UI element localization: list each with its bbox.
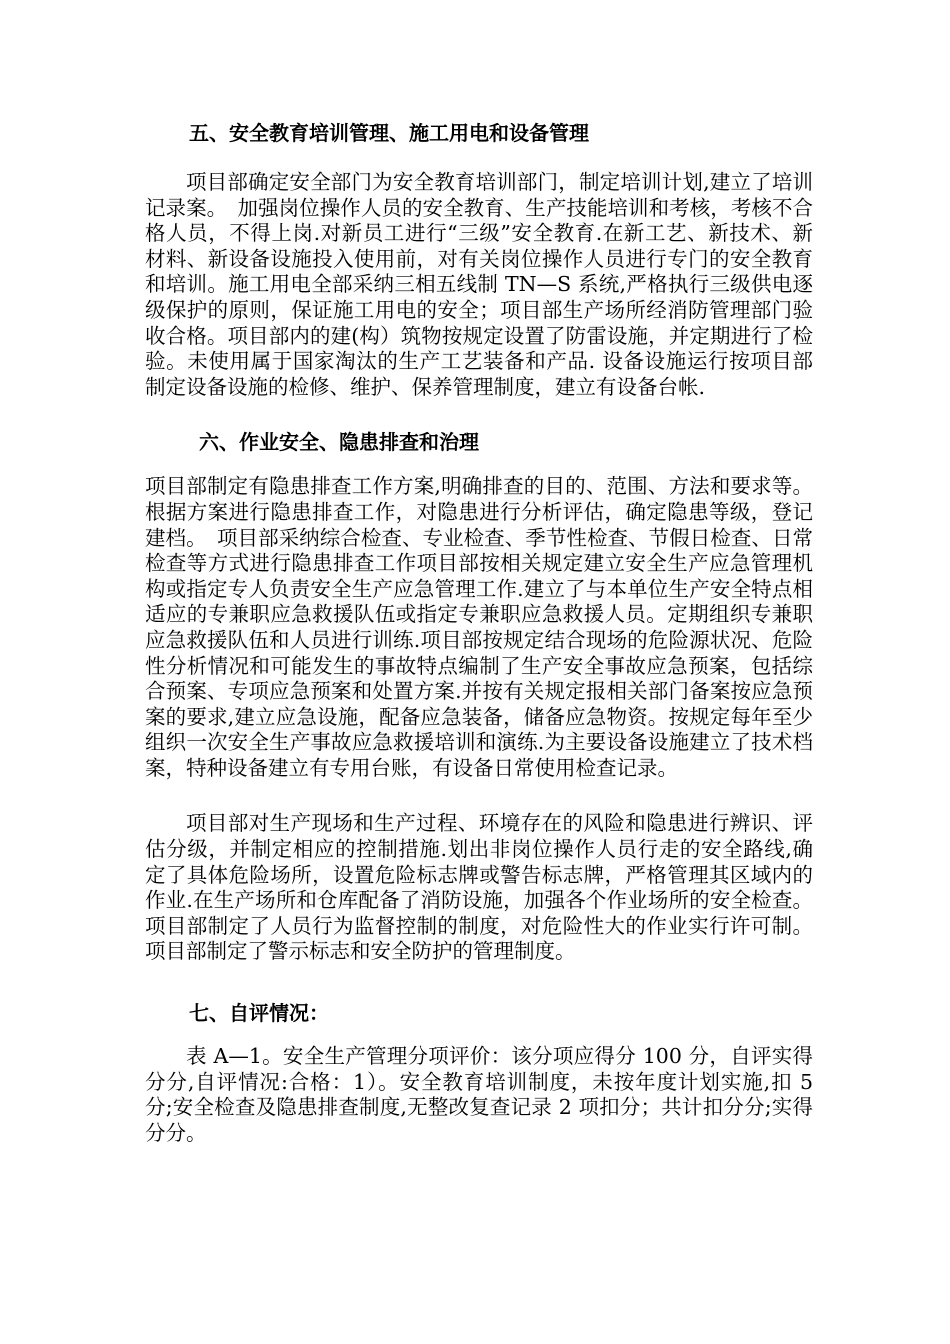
- section-6-heading: 六、作业安全、隐患排查和治理: [199, 430, 479, 455]
- section-7-heading: 七、自评情况：: [189, 1001, 329, 1026]
- section-5-heading: 五、安全教育培训管理、施工用电和设备管理: [189, 121, 589, 145]
- section-5-paragraph: 项目部确定安全部门为安全教育培训部门，制定培训计划,建立了培训记录案。 加强岗位操作人员的安全教育、生产技能培训和考核，考核不合格人员，不得上岗.对新员工进行“三级”安全教育.在新工艺、新技术、新材料、新设备设施投入使用前，对有关岗位操作人员进行专门的安全教育和培训。施工用电全部采纳三相五线制 TN—S 系统,严格执行三级供电逐级保护的原则，保证施工用电的安全；项目部生产场所经消防管理部门验收合格。项目部内的建(构）筑物按规定设置了防雷设施，并定期进行了检验。未使用属于国家淘汰的生产工艺装备和产品. 设备设施运行按项目部制定设备设施的检修、维护、保养管理制度，建立有设备台帐.: [145, 170, 813, 399]
- section-6-paragraph-2: 项目部对生产现场和生产过程、环境存在的风险和隐患进行辨识、评估分级，并制定相应的控制措施.划出非岗位操作人员行走的安全路线,确定了具体危险场所，设置危险标志牌或警告标志牌，严格管理其区域内的作业.在生产场所和仓库配备了消防设施，加强各个作业场所的安全检查。项目部制定了人员行为监督控制的制度，对危险性大的作业实行许可制。项目部制定了警示标志和安全防护的管理制度。: [145, 811, 813, 964]
- section-6-paragraph-1: 项目部制定有隐患排查工作方案,明确排查的目的、范围、方法和要求等。根据方案进行隐患排查工作，对隐患进行分析评估，确定隐患等级，登记建档。 项目部采纳综合检查、专业检查、季节性检查、节假日检查、日常检查等方式进行隐患排查工作项目部按相关规定建立安全生产应急管理机构或指定专人负责安全生产应急管理工作.建立了与本单位生产安全特点相适应的专兼职应急救援队伍或指定专兼职应急救援人员。定期组织专兼职应急救援队伍和人员进行训练.项目部按规定结合现场的危险源状况、危险性分析情况和可能发生的事故特点编制了生产安全事故应急预案，包括综合预案、专项应急预案和处置方案.并按有关规定报相关部门备案按应急预案的要求,建立应急设施，配备应急装备，储备应急物资。按规定每年至少组织一次安全生产事故应急救援培训和演练.为主要设备设施建立了技术档案，特种设备建立有专用台账，有设备日常使用检查记录。: [145, 474, 813, 780]
- document-page: [145, 118, 813, 1146]
- section-7-paragraph: 表 A—1。安全生产管理分项评价：该分项应得分 100 分，自评实得分分,自评情况:合格：1）。安全教育培训制度，未按年度计划实施,扣 5 分;安全检查及隐患排查制度,无整改复查记录 2 项扣分；共计扣分分;实得分分。: [145, 1044, 813, 1145]
